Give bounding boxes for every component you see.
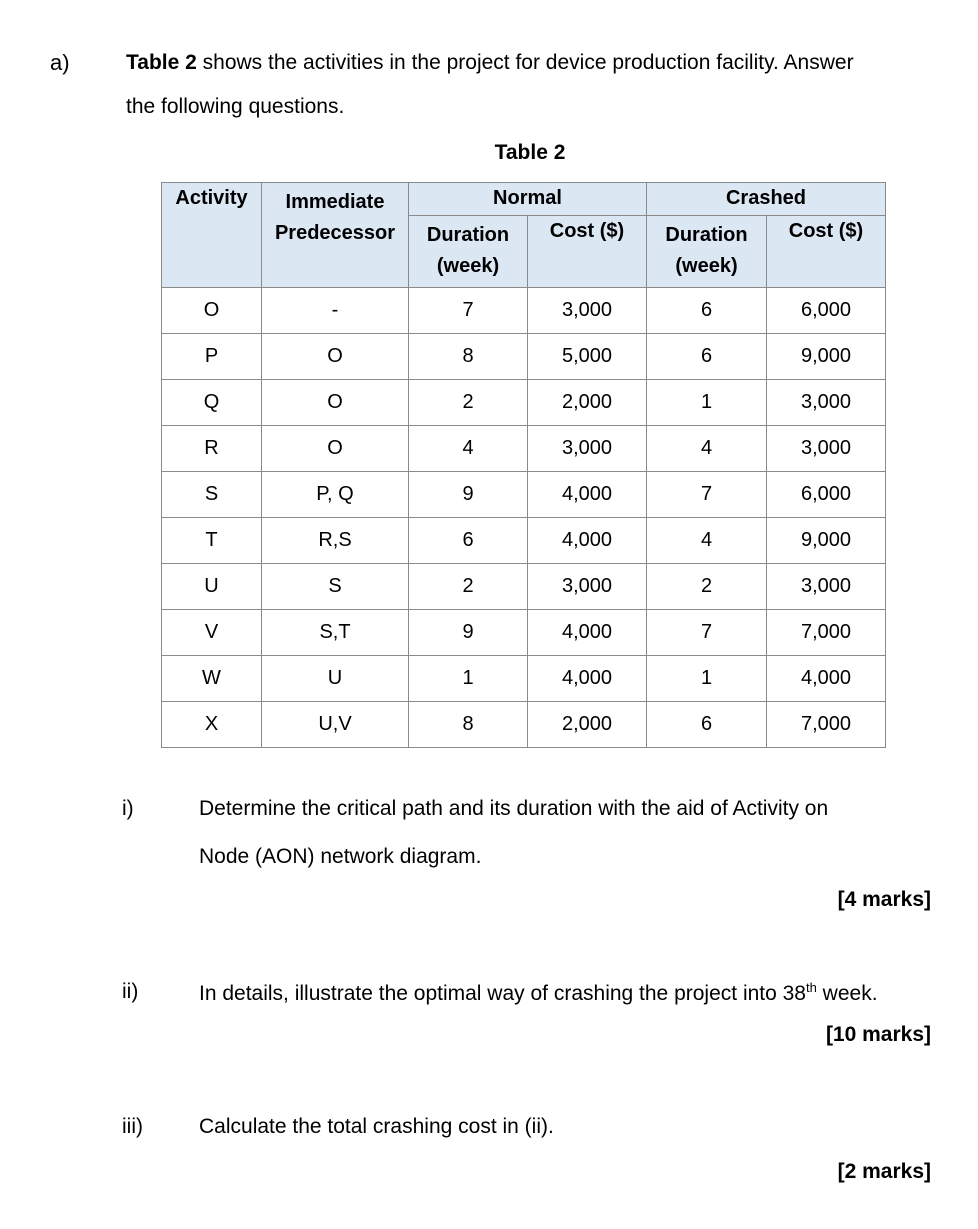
cell-normal-cost: 4,000 <box>528 610 647 656</box>
table-row <box>162 472 886 518</box>
header-predecessor-line2: Predecessor <box>274 222 396 244</box>
header-normal-cost: Cost ($) <box>528 216 647 288</box>
subq-ii-text-after: week. <box>816 982 878 1005</box>
table-title: Table 2 <box>494 141 566 164</box>
cell-activity: U <box>162 564 262 610</box>
table-header <box>162 183 886 288</box>
table-body <box>162 288 886 748</box>
subq-iii-text: Calculate the total crashing cost in (ii). <box>199 1115 554 1138</box>
table-row <box>162 426 886 472</box>
cell-normal-cost: 4,000 <box>528 518 647 564</box>
cell-activity: S <box>162 472 262 518</box>
header-week-text: (week) <box>436 255 500 277</box>
subq-ii-sup: th <box>806 980 817 995</box>
cell-crashed-duration: 4 <box>647 426 767 472</box>
table-row <box>162 702 886 748</box>
subq-ii-text-before: In details, illustrate the optimal way of crashing the project into 38 <box>199 982 806 1005</box>
cell-predecessor: R,S <box>262 518 409 564</box>
cell-predecessor: S,T <box>262 610 409 656</box>
table-row <box>162 656 886 702</box>
subq-ii-text <box>199 980 878 1006</box>
cell-crashed-duration: 7 <box>647 472 767 518</box>
cell-predecessor: O <box>262 380 409 426</box>
cell-predecessor: - <box>262 288 409 334</box>
cell-crashed-cost: 7,000 <box>767 610 886 656</box>
cell-normal-duration: 2 <box>409 380 528 426</box>
cell-normal-cost: 2,000 <box>528 702 647 748</box>
subq-i-line1: Determine the critical path and its duration with the aid of Activity on <box>199 797 829 820</box>
cell-crashed-duration: 1 <box>647 656 767 702</box>
cell-activity: X <box>162 702 262 748</box>
cell-normal-cost: 5,000 <box>528 334 647 380</box>
cell-normal-cost: 4,000 <box>528 472 647 518</box>
cell-crashed-duration: 6 <box>647 288 767 334</box>
cell-normal-cost: 3,000 <box>528 288 647 334</box>
cell-normal-cost: 4,000 <box>528 656 647 702</box>
cell-normal-cost: 3,000 <box>528 426 647 472</box>
cell-crashed-cost: 9,000 <box>767 518 886 564</box>
cell-normal-duration: 6 <box>409 518 528 564</box>
table-row <box>162 380 886 426</box>
cell-predecessor: P, Q <box>262 472 409 518</box>
activities-table <box>161 182 886 748</box>
cell-crashed-cost: 9,000 <box>767 334 886 380</box>
header-predecessor <box>262 183 409 288</box>
cell-crashed-cost: 6,000 <box>767 288 886 334</box>
intro-line-1 <box>126 41 946 85</box>
cell-normal-duration: 9 <box>409 472 528 518</box>
cell-activity: W <box>162 656 262 702</box>
intro-bold: Table 2 <box>126 51 197 74</box>
cell-crashed-duration: 6 <box>647 334 767 380</box>
cell-crashed-cost: 6,000 <box>767 472 886 518</box>
cell-normal-duration: 1 <box>409 656 528 702</box>
cell-normal-cost: 3,000 <box>528 564 647 610</box>
cell-crashed-cost: 3,000 <box>767 380 886 426</box>
cell-crashed-duration: 2 <box>647 564 767 610</box>
cell-normal-cost: 2,000 <box>528 380 647 426</box>
header-normal: Normal <box>409 183 647 216</box>
intro-line-2: the following questions. <box>126 95 345 118</box>
subq-i-label: i) <box>122 797 134 820</box>
intro-rest: shows the activities in the project for device production facility. Answer <box>196 51 854 74</box>
table-row <box>162 564 886 610</box>
cell-normal-duration: 9 <box>409 610 528 656</box>
subq-iii-label: iii) <box>122 1115 143 1138</box>
header-normal-duration <box>409 216 528 288</box>
cell-normal-duration: 8 <box>409 702 528 748</box>
cell-crashed-duration: 4 <box>647 518 767 564</box>
cell-normal-duration: 7 <box>409 288 528 334</box>
cell-activity: O <box>162 288 262 334</box>
cell-predecessor: S <box>262 564 409 610</box>
cell-crashed-duration: 1 <box>647 380 767 426</box>
table-row <box>162 518 886 564</box>
cell-predecessor: U,V <box>262 702 409 748</box>
header-duration-text: Duration <box>426 224 510 246</box>
table-row <box>162 334 886 380</box>
cell-crashed-cost: 7,000 <box>767 702 886 748</box>
cell-crashed-duration: 6 <box>647 702 767 748</box>
cell-predecessor: O <box>262 426 409 472</box>
cell-activity: T <box>162 518 262 564</box>
cell-activity: P <box>162 334 262 380</box>
cell-normal-duration: 8 <box>409 334 528 380</box>
cell-crashed-cost: 3,000 <box>767 564 886 610</box>
table-row <box>162 610 886 656</box>
cell-predecessor: U <box>262 656 409 702</box>
cell-activity: V <box>162 610 262 656</box>
cell-predecessor: O <box>262 334 409 380</box>
subq-i-marks: [4 marks] <box>837 888 931 911</box>
header-crashed: Crashed <box>647 183 886 216</box>
cell-activity: Q <box>162 380 262 426</box>
subq-iii-marks: [2 marks] <box>837 1160 931 1183</box>
header-activity: Activity <box>162 183 262 288</box>
subq-ii-marks: [10 marks] <box>825 1023 931 1046</box>
table-row <box>162 288 886 334</box>
cell-crashed-cost: 4,000 <box>767 656 886 702</box>
cell-activity: R <box>162 426 262 472</box>
header-duration-text: Duration <box>665 224 748 246</box>
question-label: a) <box>50 50 70 75</box>
header-crashed-cost: Cost ($) <box>767 216 886 288</box>
cell-normal-duration: 4 <box>409 426 528 472</box>
subq-ii-label: ii) <box>122 980 139 1003</box>
header-week-text: (week) <box>675 255 738 277</box>
subq-i-line2: Node (AON) network diagram. <box>199 845 482 868</box>
cell-crashed-duration: 7 <box>647 610 767 656</box>
question-intro <box>126 41 946 129</box>
cell-crashed-cost: 3,000 <box>767 426 886 472</box>
header-crashed-duration <box>647 216 767 288</box>
cell-normal-duration: 2 <box>409 564 528 610</box>
header-predecessor-line1: Immediate <box>285 191 385 213</box>
